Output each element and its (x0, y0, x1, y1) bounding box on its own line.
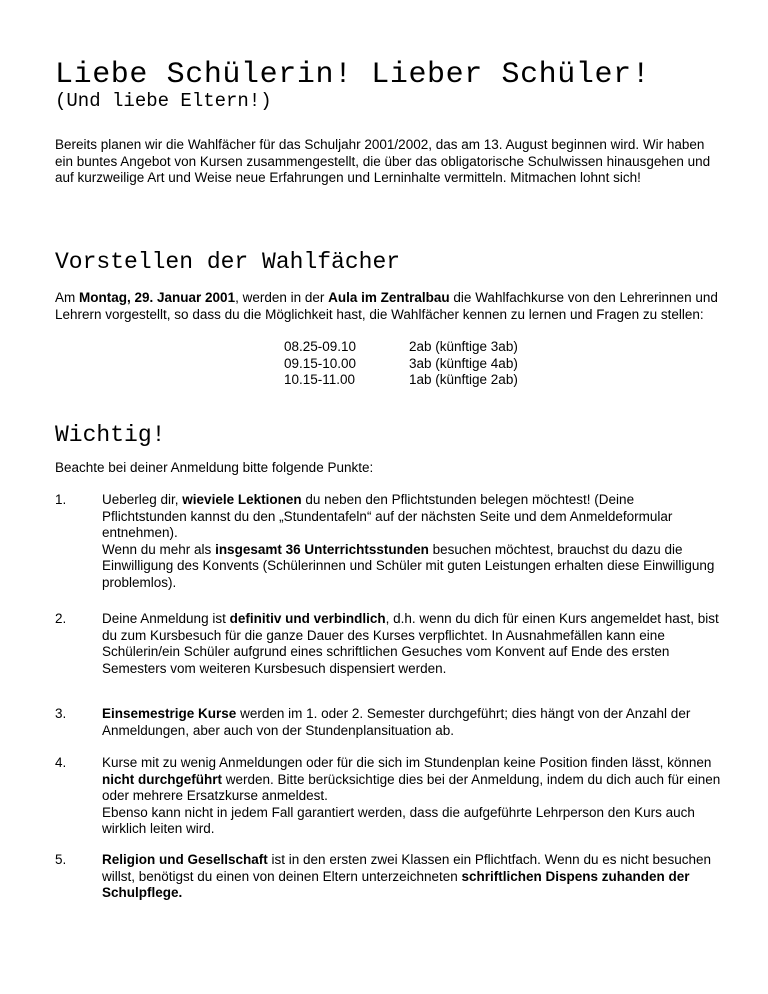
list-item-body (102, 611, 722, 677)
list-item (55, 755, 725, 838)
list-item-body (102, 492, 722, 591)
schedule-row (284, 372, 518, 389)
presentation-date: Montag, 29. Januar 2001 (79, 290, 236, 305)
schedule-class: 2ab (künftige 3ab) (409, 339, 518, 354)
text-run: werden. Bitte berücksichtige dies bei der Anmeldung, indem du dich auch für einen oder mehrere Ersatzkurse anmeldest. (102, 771, 721, 803)
page-title: Liebe Schülerin! Lieber Schüler! (55, 58, 651, 92)
page-subtitle: (Und liebe Eltern!) (55, 90, 272, 112)
list-item-number: 2. (55, 611, 67, 626)
presentation-text-2: , werden in der (235, 290, 329, 305)
presentation-paragraph (55, 290, 725, 323)
intro-paragraph: Bereits planen wir die Wahlfächer für das Schuljahr 2001/2002, das am 13. August beginnen wird. Wir haben ein buntes Angebot von Kursen zusammengestellt, die über das obligatorische Schulwissen hinausgehen und auf kurzweilige Art und Weise neue Erfahrungen und Lerninhalte vermitteln. Mitmachen lohnt sich! (55, 137, 711, 185)
list-item (55, 611, 725, 677)
list-item-text (102, 611, 722, 677)
list-item-number: 1. (55, 492, 67, 507)
list-item-text (102, 852, 722, 902)
presentation-text-3: die Wahlfachkurse von den Lehrerinnen und Lehrern vorgestellt, so dass du die Möglichkeit hast, die Wahlfächer kennen zu lernen und Fragen zu stellen: (55, 290, 718, 322)
text-run: werden im 1. oder 2. Semester durchgeführt; dies hängt von der Anzahl der Anmeldungen, aber auch von der Stundenplansituation ab. (102, 706, 691, 738)
section-heading-important: Wichtig! (55, 422, 166, 448)
schedule-table (284, 339, 518, 389)
text-run: , d.h. wenn du dich für einen Kurs angemeldet hast, bist du zum Kursbesuch für die ganze Dauer des Kurses verpflichtet. In Ausnahmefällen kann eine Schülerin/ein Schüler aufgrund eines schriftlichen Gesuches vom Konvent auf Ende des ersten Semesters vom weiteren Kursbesuch dispensiert werden. (102, 611, 719, 676)
list-item-number: 3. (55, 706, 67, 721)
bold-run: definitiv und verbindlich (229, 611, 386, 626)
list-item-text (102, 755, 722, 805)
list-item-text (102, 492, 722, 542)
presentation-text-1: Am (55, 290, 80, 305)
schedule-time: 09.15-10.00 (284, 355, 357, 371)
schedule-row (284, 339, 518, 356)
text-run: Deine Anmeldung ist (102, 611, 230, 626)
list-item-body (102, 706, 722, 739)
section-heading-presentation: Vorstellen der Wahlfächer (55, 249, 401, 275)
important-lead: Beachte bei deiner Anmeldung bitte folgende Punkte: (55, 460, 374, 475)
list-item-number: 5. (55, 852, 67, 867)
list-item-number: 4. (55, 755, 67, 770)
text-run: besuchen möchtest, brauchst du dazu die Einwilligung des Konvents (Schülerinnen und Schüler mit guten Leistungen erhalten diese Einwilligung problemlos). (102, 541, 715, 590)
text-run: Wenn du mehr als (102, 541, 216, 557)
bold-run: Einsemestrige Kurse (102, 706, 237, 721)
bold-run: Religion und Gesellschaft (102, 852, 268, 867)
list-item-body (102, 755, 722, 838)
bold-run: schriftlichen Dispens zuhanden der Schulpflege. (102, 868, 690, 900)
schedule-time: 10.15-11.00 (284, 372, 356, 387)
bold-run: nicht durchgeführt (102, 771, 222, 787)
text-run: ist in den ersten zwei Klassen ein Pflichtfach. Wenn du es nicht besuchen willst, benötigst du einen von deinen Eltern unterzeichneten (102, 852, 712, 884)
list-item-text (102, 805, 722, 838)
text-run: du neben den Pflichtstunden belegen möchtest! (Deine Pflichtstunden kannst du den „Stundentafeln“ auf der nächsten Seite und dem Anmeldeformular entnehmen). (102, 492, 673, 540)
list-item (55, 706, 725, 739)
list-item (55, 492, 725, 591)
text-run: Ebenso kann nicht in jedem Fall garantiert werden, dass die aufgeführte Lehrperson den Kurs auch wirklich leiten wird. (102, 804, 695, 836)
bold-run: wieviele Lektionen (182, 492, 302, 507)
schedule-class: 3ab (künftige 4ab) (409, 355, 518, 371)
text-run: Kurse mit zu wenig Anmeldungen oder für die sich im Stundenplan keine Position finden lässt, können (102, 755, 712, 770)
list-item-text (102, 542, 722, 592)
list-item-body (102, 852, 722, 902)
presentation-location: Aula im Zentralbau (328, 290, 450, 305)
schedule-row (284, 356, 518, 373)
list-item (55, 852, 725, 902)
schedule-class: 1ab (künftige 2ab) (409, 372, 518, 387)
schedule-time: 08.25-09.10 (284, 339, 357, 354)
text-run: Ueberleg dir, (102, 492, 183, 507)
list-item-text (102, 706, 722, 739)
bold-run: insgesamt 36 Unterrichtsstunden (215, 541, 429, 557)
